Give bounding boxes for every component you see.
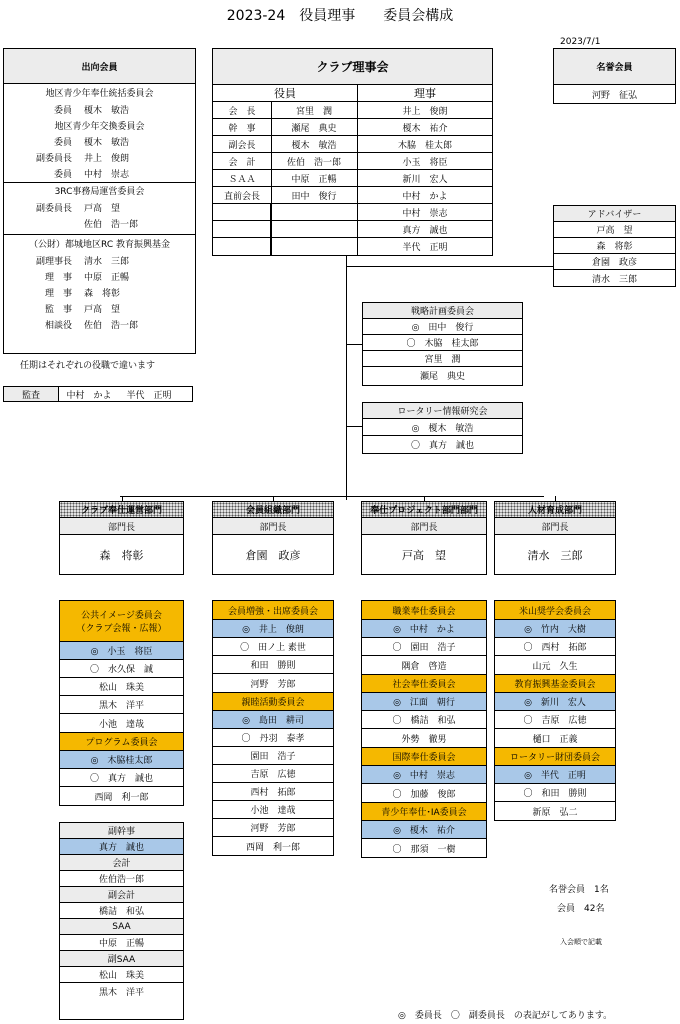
department-head-label: 部門長 — [362, 518, 486, 535]
vice-name: 松山 珠美 — [60, 967, 183, 983]
committee-chair: ◎ 半代 正明 — [495, 766, 615, 784]
committee-member: 新原 弘二 — [532, 807, 578, 818]
connector-line — [346, 256, 347, 500]
group-row-name: 戸高 望 — [84, 203, 121, 214]
strategic-member: ◎ 田中 俊行 — [363, 319, 522, 335]
committee-chair: ◎ 中村 かよ — [362, 620, 486, 638]
department-box — [361, 501, 487, 575]
committee-member: 黒木 洋平 — [60, 696, 183, 714]
committee-chair: ◎ 島田 耕司 — [213, 711, 333, 729]
vice-role: 会計 — [60, 855, 183, 871]
officer-name: 田中 俊行 — [291, 191, 337, 202]
committee-column — [212, 600, 334, 856]
committee-member: 〇 田ノ上 素世 — [213, 638, 333, 656]
group-row-name: 森 将彰 — [84, 288, 121, 299]
committee-member: 西岡 利一郎 — [94, 792, 149, 803]
committee-title-cell — [60, 732, 183, 751]
committee-chair: ◎ 井上 俊朗 — [213, 620, 333, 638]
committee-title: 国際奉仕委員会 — [392, 753, 456, 763]
committee-member: 西岡 利一郎 — [245, 842, 300, 853]
committee-title-cell — [213, 601, 333, 620]
committee-title: プログラム委員会 — [85, 738, 158, 748]
committee-member: 河野 芳郎 — [213, 819, 333, 837]
group-row-role: 理 事 — [44, 288, 72, 299]
group-row-name: 清水 三郎 — [84, 256, 130, 267]
committee-column — [494, 600, 616, 821]
group-row — [4, 165, 195, 181]
director-name: 榎木 祐介 — [358, 119, 492, 136]
department-head-label: 部門長 — [60, 518, 183, 535]
committee-title-cell — [60, 601, 183, 642]
group-row — [4, 199, 195, 215]
officer-name: 宮里 潤 — [295, 106, 332, 117]
officer-row — [213, 136, 357, 153]
group-row — [4, 149, 195, 165]
director-name: 中村 かよ — [358, 187, 492, 204]
member-count: 会員 42名 — [557, 904, 605, 914]
committee-title-cell — [213, 692, 333, 711]
committee-title: 親睦活動委員会 — [241, 698, 305, 708]
committee-member: 松山 珠美 — [60, 678, 183, 696]
vice-name: 佐伯浩一郎 — [60, 871, 183, 887]
officer-name: 瀬尾 典史 — [291, 123, 337, 134]
officer-row — [213, 187, 357, 204]
vice-name: 黒木 洋平 — [98, 987, 144, 998]
officer-name: 榎木 敏浩 — [291, 140, 337, 151]
group-title: 3RC事務局運営委員会 — [54, 187, 145, 197]
advisor-title: アドバイザー — [554, 206, 675, 222]
director-name: 半代 正明 — [402, 243, 448, 253]
officer-role: 幹 事 — [228, 123, 256, 134]
group-divider — [4, 234, 195, 235]
club-board-title: クラブ理事会 — [213, 49, 492, 85]
group-row-role: 委員 — [53, 137, 72, 148]
dispatched-title: 出向会員 — [4, 49, 195, 84]
date-label: 2023/7/1 — [560, 37, 601, 47]
committee-member: 隅倉 啓造 — [401, 661, 447, 672]
officer-role: 会 長 — [228, 106, 256, 117]
department-head: 戸高 望 — [402, 548, 446, 562]
committee-title: 会員増強・出席委員会 — [227, 606, 318, 617]
committee-member: 〇 吉原 広徳 — [495, 711, 615, 729]
connector-line — [120, 496, 544, 497]
committee-member: 園田 浩子 — [213, 747, 333, 765]
director-name: 小玉 将臣 — [358, 153, 492, 170]
director-name: 井上 俊朗 — [358, 102, 492, 119]
rotary-info-member: ◎ 榎木 敏浩 — [363, 419, 522, 436]
strategic-committee-box — [362, 302, 523, 386]
officer-role: 副会長 — [228, 140, 256, 151]
officer-role-empty — [213, 221, 271, 237]
auditor-box — [3, 386, 193, 402]
order-note: 入会順で記載 — [560, 938, 602, 946]
officers-header: 役員 — [213, 85, 357, 102]
committee-title: 職業奉仕委員会 — [392, 606, 456, 617]
committee-title-cell — [495, 674, 615, 693]
club-board-box — [212, 48, 493, 256]
page-title: 2023-24 役員理事 委員会構成 — [226, 8, 454, 24]
committee-column — [361, 600, 487, 858]
director-name: 中村 崇志 — [358, 204, 492, 221]
committee-column — [59, 600, 184, 806]
advisor-name: 戸高 望 — [554, 222, 675, 238]
group-title: （公財）都城地区RC 教育振興基金 — [29, 240, 170, 250]
committee-member: 吉原 広徳 — [213, 765, 333, 783]
group-row — [4, 268, 195, 284]
group-row-role: 委員 — [53, 105, 72, 116]
committee-member: 〇 西村 拓郎 — [495, 638, 615, 656]
committee-title: 社会奉仕委員会 — [392, 680, 456, 690]
committee-member: 小池 達哉 — [98, 719, 144, 730]
committee-title: 教育振興基金委員会 — [514, 680, 596, 690]
committee-chair: ◎ 小玉 将臣 — [60, 642, 183, 660]
officer-name: 佐伯 浩一郎 — [286, 157, 341, 168]
officer-role: 会 計 — [228, 157, 256, 168]
committee-member: 〇 真方 誠也 — [60, 769, 183, 787]
honorary-box — [553, 48, 676, 104]
vice-role: 副SAA — [60, 951, 183, 967]
auditor-label: 監査 — [4, 387, 59, 401]
honorary-name: 河野 征弘 — [591, 90, 637, 101]
department-title: クラブ奉仕運営部門 — [60, 502, 183, 518]
committee-member: 〇 加藤 俊郎 — [392, 789, 456, 800]
group-row-name: 戸高 望 — [84, 304, 121, 315]
honorary-title: 名誉会員 — [554, 49, 675, 85]
officer-row — [213, 238, 357, 255]
dispatched-box — [3, 48, 196, 354]
term-note: 任期はそれぞれの役職で違います — [20, 361, 156, 371]
committee-member: 小池 達哉 — [213, 801, 333, 819]
group-row-role: 副理事長 — [35, 256, 72, 267]
group-row-name: 佐伯 浩一郎 — [84, 320, 139, 331]
legend-note: ◎ 委員長 〇 副委員長 の表記がしてあります。 — [398, 1011, 613, 1021]
strategic-member: 〇 木脇 桂太郎 — [363, 335, 522, 351]
vice-officers-box — [59, 822, 184, 1020]
connector-line — [346, 426, 362, 427]
committee-member: 和田 勝則 — [213, 656, 333, 674]
committee-member: 〇 園田 浩子 — [362, 638, 486, 656]
group-row-name: 井上 俊朗 — [84, 153, 130, 164]
department-title: 会員組織部門 — [213, 502, 333, 518]
department-head-label: 部門長 — [213, 518, 333, 535]
group-title: 地区青少年奉仕統括委員会 — [45, 89, 154, 99]
officer-row — [213, 119, 357, 136]
committee-chair: ◎ 中村 崇志 — [362, 766, 486, 784]
officer-row — [213, 204, 357, 221]
committee-chair: ◎ 榎木 祐介 — [362, 821, 486, 839]
vice-name: 真方 誠也 — [60, 839, 183, 855]
officer-name: 中原 正暢 — [291, 174, 337, 185]
strategic-title: 戦略計画委員会 — [363, 303, 522, 319]
committee-member: 西村 拓郎 — [213, 783, 333, 801]
group-row — [4, 300, 195, 316]
group-row — [4, 316, 195, 332]
department-title: 人材育成部門 — [495, 502, 615, 518]
officer-col-divider — [271, 221, 272, 238]
group-row-name: 榎木 敏浩 — [84, 105, 130, 116]
officer-row — [213, 221, 357, 238]
connector-line — [346, 344, 362, 345]
vice-name: 中原 正暢 — [60, 935, 183, 951]
department-box — [59, 501, 184, 575]
committee-title: 米山奨学会委員会 — [518, 606, 591, 617]
rotary-info-member: 〇 真方 誠也 — [410, 441, 474, 451]
rotary-info-title: ロータリー情報研究会 — [363, 403, 522, 419]
group-row-role: 理 事 — [44, 272, 72, 283]
committee-title: ロータリー財団委員会 — [509, 753, 600, 763]
officer-row — [213, 153, 357, 170]
group-row-role: 副委員長 — [35, 153, 72, 164]
honorary-count: 名誉会員 1名 — [549, 885, 609, 895]
group-row-name: 中原 正暢 — [84, 272, 130, 283]
group-row-name: 榎木 敏浩 — [84, 137, 130, 148]
committee-chair: ◎ 江面 朝行 — [362, 693, 486, 711]
committee-member: 河野 芳郎 — [250, 679, 296, 690]
group-row — [4, 133, 195, 149]
committee-member: 〇 和田 勝則 — [495, 784, 615, 802]
committee-member: 〇 水久保 誠 — [60, 660, 183, 678]
department-head-label: 部門長 — [495, 518, 615, 535]
strategic-member: 瀬尾 典史 — [419, 371, 465, 382]
officer-row — [213, 170, 357, 187]
department-box — [494, 501, 616, 575]
advisor-box — [553, 205, 676, 287]
strategic-member: 宮里 潤 — [363, 351, 522, 367]
auditor-name: 中村 かよ — [66, 390, 112, 401]
vice-role: SAA — [60, 919, 183, 935]
group-row — [4, 252, 195, 268]
committee-title-cell — [362, 674, 486, 693]
committee-member: 〇 橋詰 和弘 — [362, 711, 486, 729]
committee-title-cell — [495, 601, 615, 620]
group-row-name: 佐伯 浩一郎 — [84, 219, 139, 230]
committee-member: 山元 久生 — [532, 661, 578, 672]
committee-chair: ◎ 竹内 大樹 — [495, 620, 615, 638]
advisor-name: 清水 三郎 — [591, 274, 637, 285]
group-row — [4, 215, 195, 231]
group-row — [4, 101, 195, 117]
group-row-role: 委員 — [53, 169, 72, 180]
officer-role-empty — [213, 238, 271, 255]
group-row-name: 中村 崇志 — [84, 169, 130, 180]
group-row-label: 地区青少年交換委員会 — [54, 121, 145, 132]
committee-title-cell — [495, 747, 615, 766]
committee-title-cell — [362, 747, 486, 766]
department-head: 清水 三郎 — [527, 548, 583, 562]
department-head: 森 将彰 — [99, 548, 144, 562]
officer-role: 直前会長 — [223, 191, 260, 202]
officer-role-empty — [213, 204, 271, 220]
advisor-name: 森 将彰 — [554, 238, 675, 254]
group-row-role — [4, 215, 84, 231]
rotary-info-box — [362, 402, 523, 454]
committee-chair: ◎ 木脇桂太郎 — [60, 751, 183, 769]
group-row — [4, 284, 195, 300]
officer-col-divider — [271, 238, 272, 255]
officer-role: ＳＡＡ — [228, 174, 256, 185]
committee-chair: ◎ 新川 宏人 — [495, 693, 615, 711]
vice-name: 橋詰 和弘 — [60, 903, 183, 919]
committee-title: 青少年奉仕･IA委員会 — [381, 808, 467, 818]
auditor-name: 半代 正明 — [126, 390, 172, 401]
advisor-name: 倉園 政彦 — [554, 254, 675, 270]
director-name: 真方 誠也 — [358, 221, 492, 238]
officer-col-divider — [271, 204, 272, 221]
group-row-role: 監 事 — [44, 304, 72, 315]
committee-title: 公共イメージ委員会 — [81, 611, 162, 621]
committee-title-cell — [362, 601, 486, 620]
directors-header: 理事 — [358, 85, 492, 102]
committee-member: 外勢 徹男 — [401, 734, 447, 745]
group-row-role: 副委員長 — [35, 203, 72, 214]
department-title: 奉仕プロジェクト部門部門 — [362, 502, 486, 518]
director-name: 木脇 桂太郎 — [358, 136, 492, 153]
director-name: 新川 宏人 — [358, 170, 492, 187]
group-row-role: 相談役 — [44, 320, 72, 331]
committee-member: 樋口 正義 — [532, 734, 578, 745]
group-row — [4, 117, 195, 133]
committee-title-cell — [362, 802, 486, 821]
committee-subtitle: （クラブ会報・広報） — [76, 624, 167, 634]
connector-line — [346, 266, 553, 267]
committee-member: 〇 那須 一樹 — [392, 844, 456, 855]
vice-role: 副幹事 — [60, 823, 183, 839]
committee-member: 〇 丹羽 泰孝 — [213, 729, 333, 747]
vice-role: 副会計 — [60, 887, 183, 903]
department-head: 倉園 政彦 — [245, 548, 301, 562]
department-box — [212, 501, 334, 575]
officer-row — [213, 102, 357, 119]
